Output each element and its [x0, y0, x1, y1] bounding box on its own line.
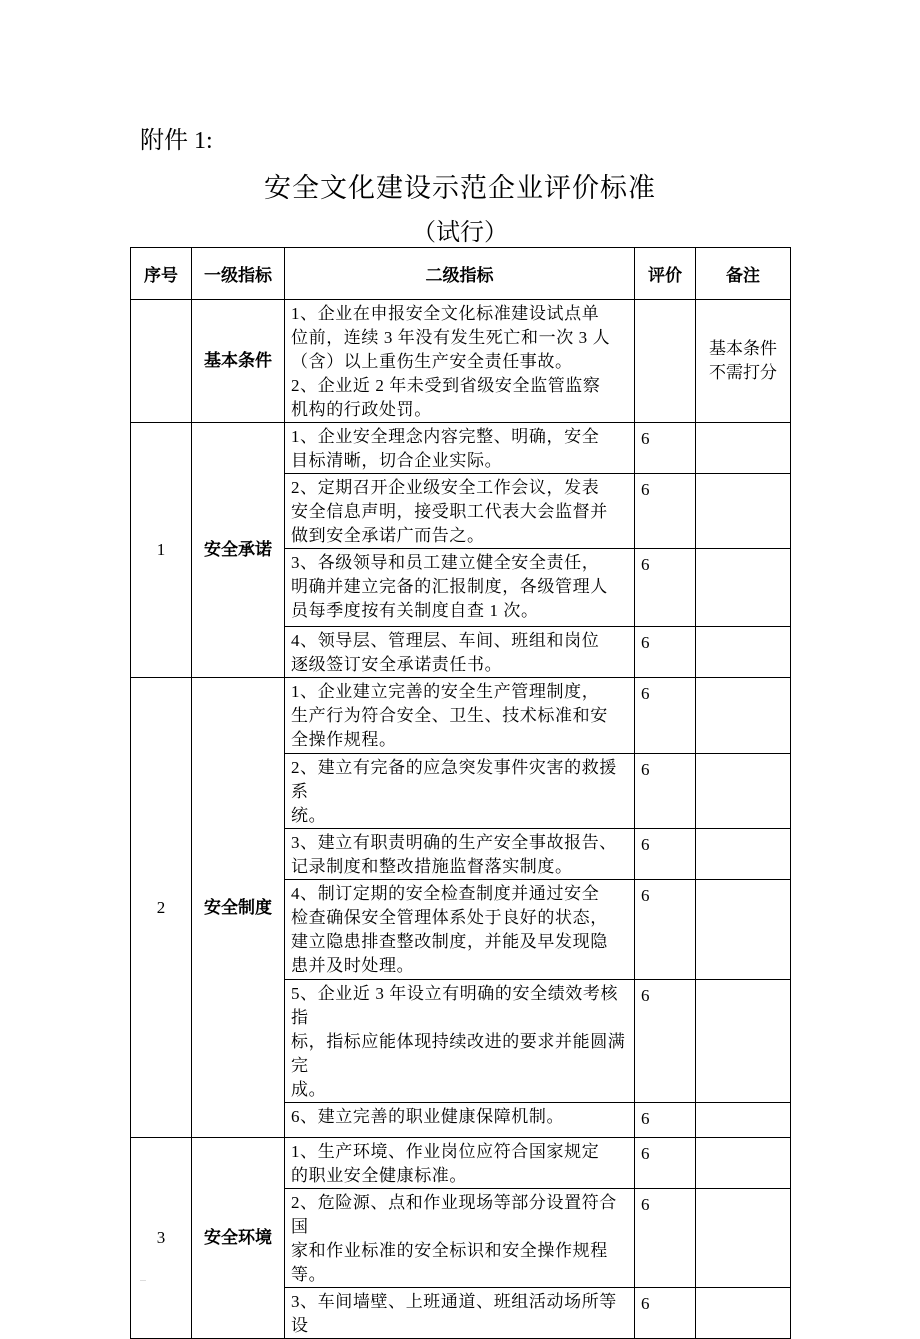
row-number: 3 — [131, 1138, 192, 1339]
level1-indicator: 安全承诺 — [192, 423, 285, 678]
level2-indicator: 1、生产环境、作业岗位应符合国家规定 的职业安全健康标准。 — [285, 1138, 635, 1189]
note-cell — [696, 980, 791, 1103]
page-mark — [140, 1280, 146, 1281]
score-cell: 6 — [635, 1288, 696, 1339]
note-cell — [696, 829, 791, 880]
level2-indicator: 6、建立完善的职业健康保障机制。 — [285, 1103, 635, 1138]
score-cell: 6 — [635, 1138, 696, 1189]
level2-indicator: 4、制订定期的安全检查制度并通过安全 检查确保安全管理体系处于良好的状态， 建立隐患排查整改制度，并能及早发现隐 患并及时处理。 — [285, 880, 635, 980]
score-cell: 6 — [635, 1189, 696, 1288]
score-cell: 6 — [635, 980, 696, 1103]
score-cell — [635, 300, 696, 423]
table-row — [131, 1138, 791, 1189]
score-cell: 6 — [635, 627, 696, 678]
header-no: 序号 — [131, 248, 192, 300]
table-row — [131, 678, 791, 754]
score-cell: 6 — [635, 474, 696, 549]
table-row — [131, 300, 791, 423]
document-subtitle: （试行） — [412, 218, 508, 246]
score-cell: 6 — [635, 754, 696, 829]
level2-indicator: 3、各级领导和员工建立健全安全责任， 明确并建立完备的汇报制度，各级管理人 员每季度按有关制度自查 1 次。 — [285, 549, 635, 627]
table-header-row — [131, 248, 791, 300]
note-cell — [696, 1138, 791, 1189]
attachment-label: 附件 1: — [140, 128, 213, 154]
note-cell — [696, 549, 791, 627]
row-number — [131, 300, 192, 423]
level2-indicator: 5、企业近 3 年设立有明确的安全绩效考核指 标，指标应能体现持续改进的要求并能圆满完 成。 — [285, 980, 635, 1103]
level2-indicator: 2、定期召开企业级安全工作会议，发表 安全信息声明，接受职工代表大会监督并 做到安全承诺广而告之。 — [285, 474, 635, 549]
level2-indicator: 1、企业在申报安全文化标准建设试点单 位前，连续 3 年没有发生死亡和一次 3 人 （含）以上重伤生产安全责任事故。 2、企业近 2 年未受到省级安全监管监察 机构的行政处罚。 — [285, 300, 635, 423]
table-row — [131, 423, 791, 474]
note-cell — [696, 880, 791, 980]
score-cell: 6 — [635, 880, 696, 980]
score-cell: 6 — [635, 1103, 696, 1138]
level1-indicator: 安全环境 — [192, 1138, 285, 1339]
level2-indicator: 1、企业安全理念内容完整、明确，安全 目标清晰，切合企业实际。 — [285, 423, 635, 474]
level2-indicator: 2、危险源、点和作业现场等部分设置符合国 家和作业标准的安全标识和安全操作规程等。 — [285, 1189, 635, 1288]
score-cell: 6 — [635, 829, 696, 880]
level1-indicator: 安全制度 — [192, 678, 285, 1138]
note-cell — [696, 474, 791, 549]
row-number: 2 — [131, 678, 192, 1138]
note-cell — [696, 678, 791, 754]
note-cell: 基本条件 不需打分 — [696, 300, 791, 423]
level2-indicator: 2、建立有完备的应急突发事件灾害的救援系 统。 — [285, 754, 635, 829]
level2-indicator: 1、企业建立完善的安全生产管理制度， 生产行为符合安全、卫生、技术标准和安 全操作规程。 — [285, 678, 635, 754]
header-level2: 二级指标 — [285, 248, 635, 300]
score-cell: 6 — [635, 423, 696, 474]
header-note: 备注 — [696, 248, 791, 300]
note-cell — [696, 1288, 791, 1339]
note-cell — [696, 754, 791, 829]
level2-indicator: 3、建立有职责明确的生产安全事故报告、 记录制度和整改措施监督落实制度。 — [285, 829, 635, 880]
score-cell: 6 — [635, 549, 696, 627]
note-cell — [696, 1189, 791, 1288]
header-score: 评价 — [635, 248, 696, 300]
note-cell — [696, 627, 791, 678]
level2-indicator: 3、车间墙壁、上班通道、班组活动场所等设 — [285, 1288, 635, 1339]
row-number: 1 — [131, 423, 192, 678]
document-title: 安全文化建设示范企业评价标准 — [264, 173, 656, 204]
level2-indicator: 4、领导层、管理层、车间、班组和岗位 逐级签订安全承诺责任书。 — [285, 627, 635, 678]
header-level1: 一级指标 — [192, 248, 285, 300]
evaluation-table — [130, 247, 791, 1339]
score-cell: 6 — [635, 678, 696, 754]
level1-indicator: 基本条件 — [192, 300, 285, 423]
note-cell — [696, 423, 791, 474]
note-cell — [696, 1103, 791, 1138]
